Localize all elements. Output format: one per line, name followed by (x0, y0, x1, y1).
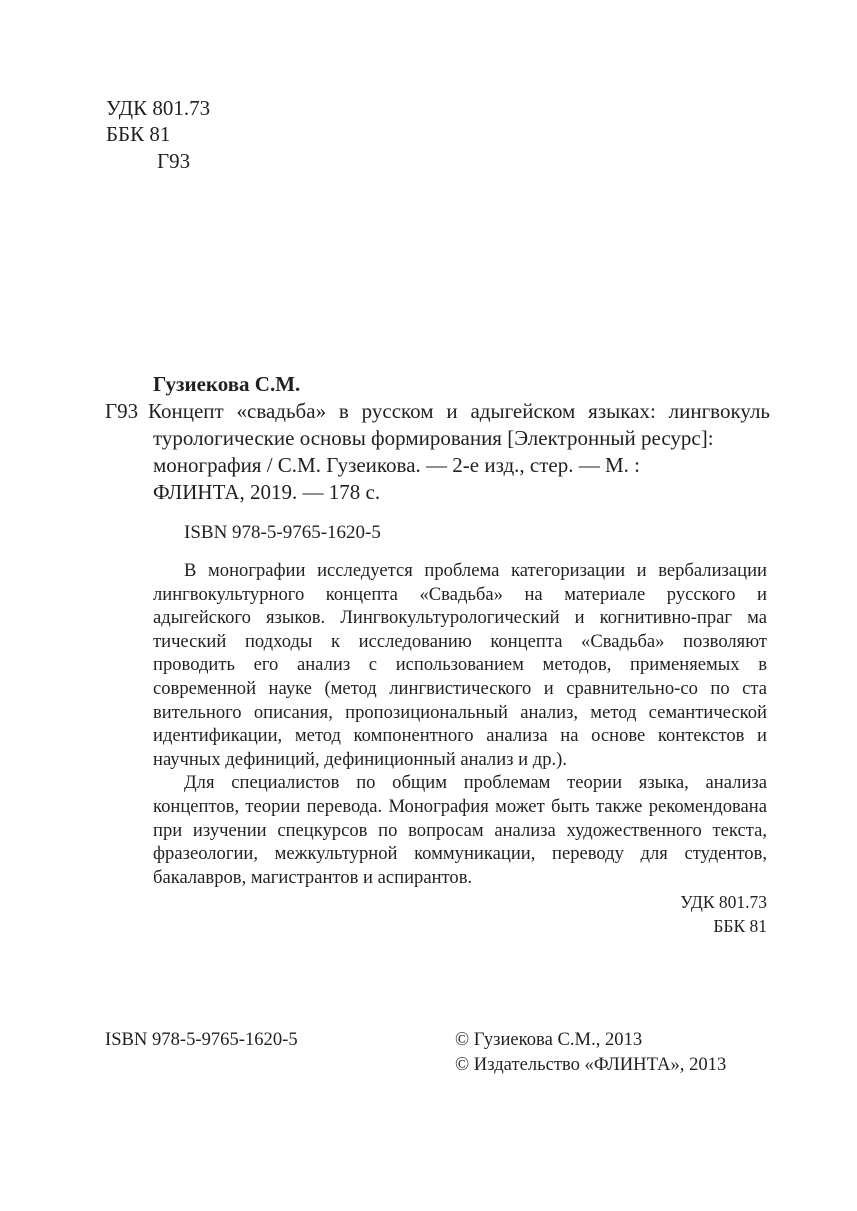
annotation-paragraph-2: Для специалистов по общим проблемам теории языка, анализа концептов, теории перевода. Монография может быть также рекомендована при изучении спецкурсов по вопросам анализа художественного текста, фразеологии, межкультурной коммуникации, переводу для студентов, бакалавров, магистрантов и аспирантов. (153, 772, 767, 888)
record-line-2: турологические основы формирования [Электронный ресурс]: (153, 426, 714, 450)
record-line-1: Концепт «свадьба» в русском и адыгейском языках: лингвокуль (148, 399, 770, 423)
annotation (153, 559, 767, 889)
record-line-4: ФЛИНТА, 2019. — 178 с. (153, 480, 381, 504)
record-author-mark: Г93 (105, 399, 139, 423)
record-line-3: монография / С.М. Гузеикова. — 2-е изд., стер. — М. : (153, 453, 640, 477)
isbn-middle: ISBN 978-5-9765-1620-5 (184, 522, 381, 543)
copyright-author: © Гузиекова С.М., 2013 (455, 1029, 643, 1050)
bbk-code-right: ББК 81 (713, 916, 767, 936)
annotation-paragraph-1: В монографии исследуется проблема категоризации и вербализации лингвокультурного концепта «Свадьба» на материале русского и адыгейского языков. Лингвокультурологический и когнитивно-праг ма тический подходы к исследованию концепта «Свадьба» позволяют проводить его анализ с использованием методов, применяемых в современной науке (метод лингвистического и сравнительно-со по ста вительного описания, пропозициональный анализ, метод семантической идентификации, метод компонентного анализа на основе контекстов и научных дефиниций, дефиниционный анализ и др.). (153, 560, 767, 770)
record-author: Гузиекова С.М. (153, 372, 301, 396)
bbk-code-top: ББК 81 (106, 122, 171, 146)
author-mark-top: Г93 (157, 149, 191, 173)
isbn-footer: ISBN 978-5-9765-1620-5 (105, 1029, 298, 1050)
udk-code-top: УДК 801.73 (106, 96, 211, 120)
copyright-publisher: © Издательство «ФЛИНТА», 2013 (455, 1054, 727, 1075)
udk-code-right: УДК 801.73 (680, 892, 767, 912)
